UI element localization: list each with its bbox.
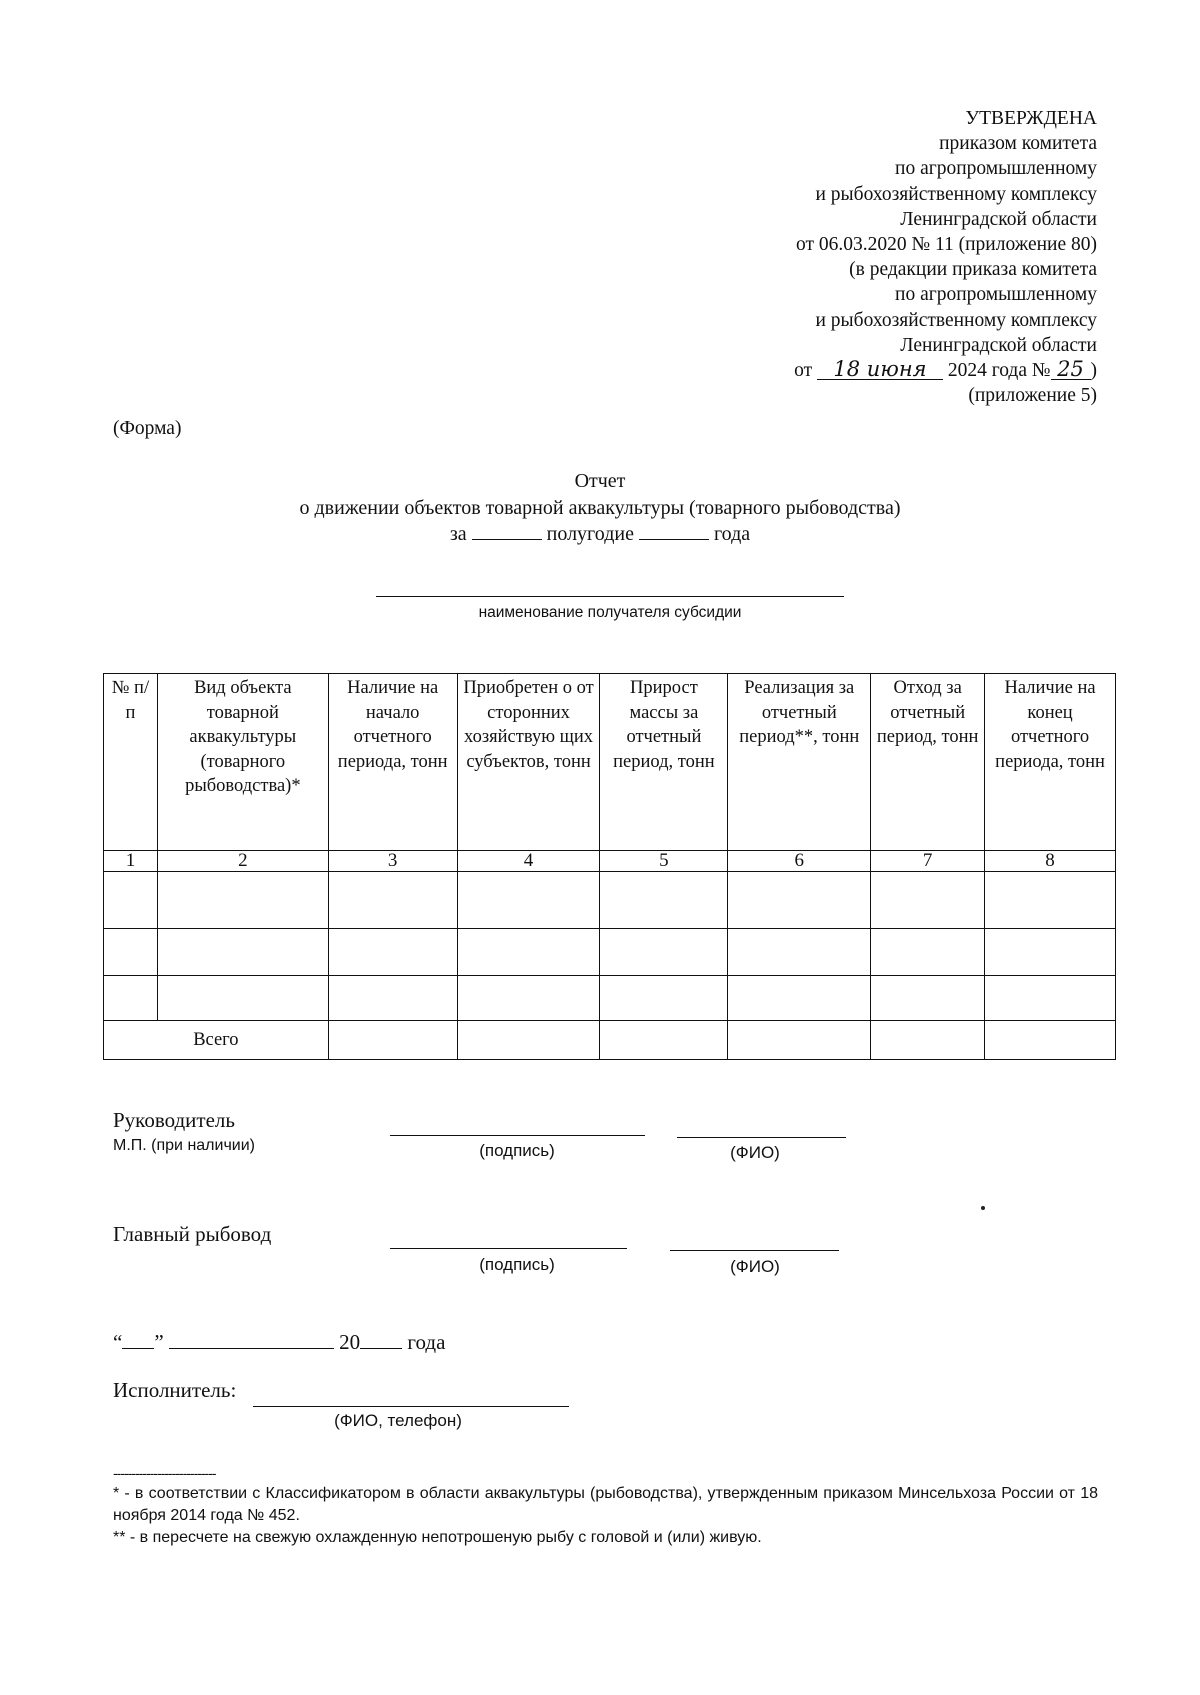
table-cell[interactable]	[457, 976, 600, 1021]
approval-line: Ленинградской области	[900, 334, 1097, 356]
approval-line: от 06.03.2020 № 11 (приложение 80)	[795, 234, 1097, 256]
column-number: 5	[600, 851, 728, 872]
quote-close: ”	[154, 1330, 164, 1354]
head-signature-caption: (подпись)	[479, 1141, 555, 1160]
fish-name-caption: (ФИО)	[730, 1257, 780, 1276]
approval-line: по агропромышленному	[895, 158, 1097, 180]
table-cell[interactable]	[104, 929, 158, 976]
table-cell[interactable]	[728, 929, 871, 976]
fish-signature-field[interactable]	[390, 1248, 627, 1249]
month-blank[interactable]	[169, 1336, 334, 1349]
year-blank[interactable]	[639, 521, 709, 540]
table-cell[interactable]	[871, 976, 985, 1021]
executor-label: Исполнитель:	[113, 1378, 237, 1402]
table-cell[interactable]	[871, 929, 985, 976]
table-cell[interactable]	[600, 872, 728, 929]
table-row	[104, 929, 1116, 976]
stamp-label: М.П. (при наличии)	[113, 1137, 255, 1154]
table-cell[interactable]	[728, 976, 871, 1021]
total-row	[104, 1021, 1116, 1060]
table-row	[104, 976, 1116, 1021]
table-cell[interactable]	[104, 976, 158, 1021]
header-cell: Отход за отчетный период, тонн	[871, 674, 985, 851]
handwritten-number: 25	[1051, 359, 1091, 380]
approval-date-line	[794, 358, 1097, 383]
date-suffix: )	[1090, 360, 1097, 382]
table-cell[interactable]	[157, 872, 328, 929]
column-number: 2	[157, 851, 328, 872]
title-line-1: Отчет	[574, 470, 626, 492]
header-cell: Прирост массы за отчетный период, тонн	[600, 674, 728, 851]
column-number: 6	[728, 851, 871, 872]
executor-field[interactable]	[253, 1406, 569, 1407]
approval-block	[794, 106, 1097, 408]
approval-appendix: (приложение 5)	[968, 385, 1097, 407]
table-cell[interactable]	[728, 872, 871, 929]
total-cell[interactable]	[600, 1021, 728, 1060]
table-header-row	[104, 674, 1116, 851]
total-cell[interactable]	[871, 1021, 985, 1060]
total-cell[interactable]	[328, 1021, 457, 1060]
fish-name-field[interactable]	[670, 1250, 839, 1251]
column-number: 1	[104, 851, 158, 872]
approval-line: (в редакции приказа комитета	[849, 259, 1097, 281]
column-number: 3	[328, 851, 457, 872]
table-cell[interactable]	[157, 929, 328, 976]
footnote-separator: ----------------------------	[113, 1465, 216, 1481]
head-signature-field[interactable]	[390, 1135, 645, 1136]
fish-farmer-label: Главный рыбовод	[113, 1222, 272, 1246]
approval-line: по агропромышленному	[895, 284, 1097, 306]
table-cell[interactable]	[457, 929, 600, 976]
footnote-1: * - в соответствии с Классификатором в области аквакультуры (рыбоводства), утвержденным приказом Минсельхоза России от 18 ноября 2014 года № 452.	[113, 1485, 1098, 1524]
period-middle: полугодие	[546, 523, 634, 545]
handwritten-date: 18 июня	[817, 359, 943, 380]
header-cell: № п/п	[104, 674, 158, 851]
report-title	[0, 468, 1200, 548]
half-year-blank[interactable]	[472, 521, 542, 540]
header-cell: Реализация за отчетный период**, тонн	[728, 674, 871, 851]
recipient-caption: наименование получателя субсидии	[478, 604, 742, 621]
title-line-2: о движении объектов товарной аквакультуры (товарного рыбоводства)	[299, 496, 901, 519]
quote-open: “	[113, 1330, 123, 1354]
total-cell[interactable]	[985, 1021, 1116, 1060]
header-cell: Наличие на конец отчетного периода, тонн	[985, 674, 1116, 851]
head-label: Руководитель	[113, 1108, 235, 1132]
header-cell: Вид объекта товарной аквакультуры (товарного рыбоводства)*	[157, 674, 328, 851]
table-cell[interactable]	[985, 929, 1116, 976]
column-number: 4	[457, 851, 600, 872]
report-table	[103, 673, 1116, 1060]
header-cell: Наличие на начало отчетного периода, тонн	[328, 674, 457, 851]
title-line-3	[0, 521, 1200, 548]
approval-line: и рыбохозяйственному комплексу	[815, 183, 1097, 205]
date-prefix: от	[794, 360, 813, 382]
form-label: (Форма)	[113, 418, 182, 439]
approval-line: приказом комитета	[939, 133, 1097, 155]
approval-line: УТВЕРЖДЕНА	[965, 108, 1097, 129]
footnote-2: ** - в пересчете на свежую охлажденную непотрошеную рыбу с головой и (или) живую.	[113, 1529, 762, 1546]
table-row	[104, 872, 1116, 929]
table-cell[interactable]	[985, 872, 1116, 929]
century: 20	[339, 1330, 361, 1354]
table-cell[interactable]	[985, 976, 1116, 1021]
table-cell[interactable]	[328, 872, 457, 929]
fish-signature-caption: (подпись)	[479, 1255, 555, 1274]
date-row	[113, 1330, 445, 1355]
table-cell[interactable]	[328, 976, 457, 1021]
approval-line: и рыбохозяйственному комплексу	[815, 309, 1097, 331]
recipient-name-field[interactable]	[376, 596, 844, 597]
period-prefix: за	[449, 523, 467, 545]
day-blank[interactable]	[122, 1336, 154, 1349]
period-suffix: года	[713, 523, 751, 545]
year-word: года	[407, 1330, 446, 1354]
table-cell[interactable]	[600, 976, 728, 1021]
column-number: 7	[871, 851, 985, 872]
date-year: 2024 года №	[947, 360, 1051, 382]
table-cell[interactable]	[157, 976, 328, 1021]
head-name-field[interactable]	[677, 1137, 846, 1138]
total-cell[interactable]	[457, 1021, 600, 1060]
scan-dot	[981, 1206, 985, 1210]
header-cell: Приобретен о от сторонних хозяйствую щих субъектов, тонн	[457, 674, 600, 851]
table-cell[interactable]	[104, 872, 158, 929]
total-cell[interactable]	[728, 1021, 871, 1060]
footnotes	[113, 1483, 1098, 1549]
head-name-caption: (ФИО)	[730, 1143, 780, 1162]
year-digits-blank[interactable]	[360, 1336, 402, 1349]
table-cell[interactable]	[871, 872, 985, 929]
column-number: 8	[985, 851, 1116, 872]
approval-line: Ленинградской области	[900, 208, 1097, 230]
executor-caption: (ФИО, телефон)	[334, 1411, 462, 1430]
total-label: Всего	[104, 1021, 329, 1060]
table-cell[interactable]	[328, 929, 457, 976]
table-cell[interactable]	[600, 929, 728, 976]
column-number-row	[104, 851, 1116, 872]
table-cell[interactable]	[457, 872, 600, 929]
